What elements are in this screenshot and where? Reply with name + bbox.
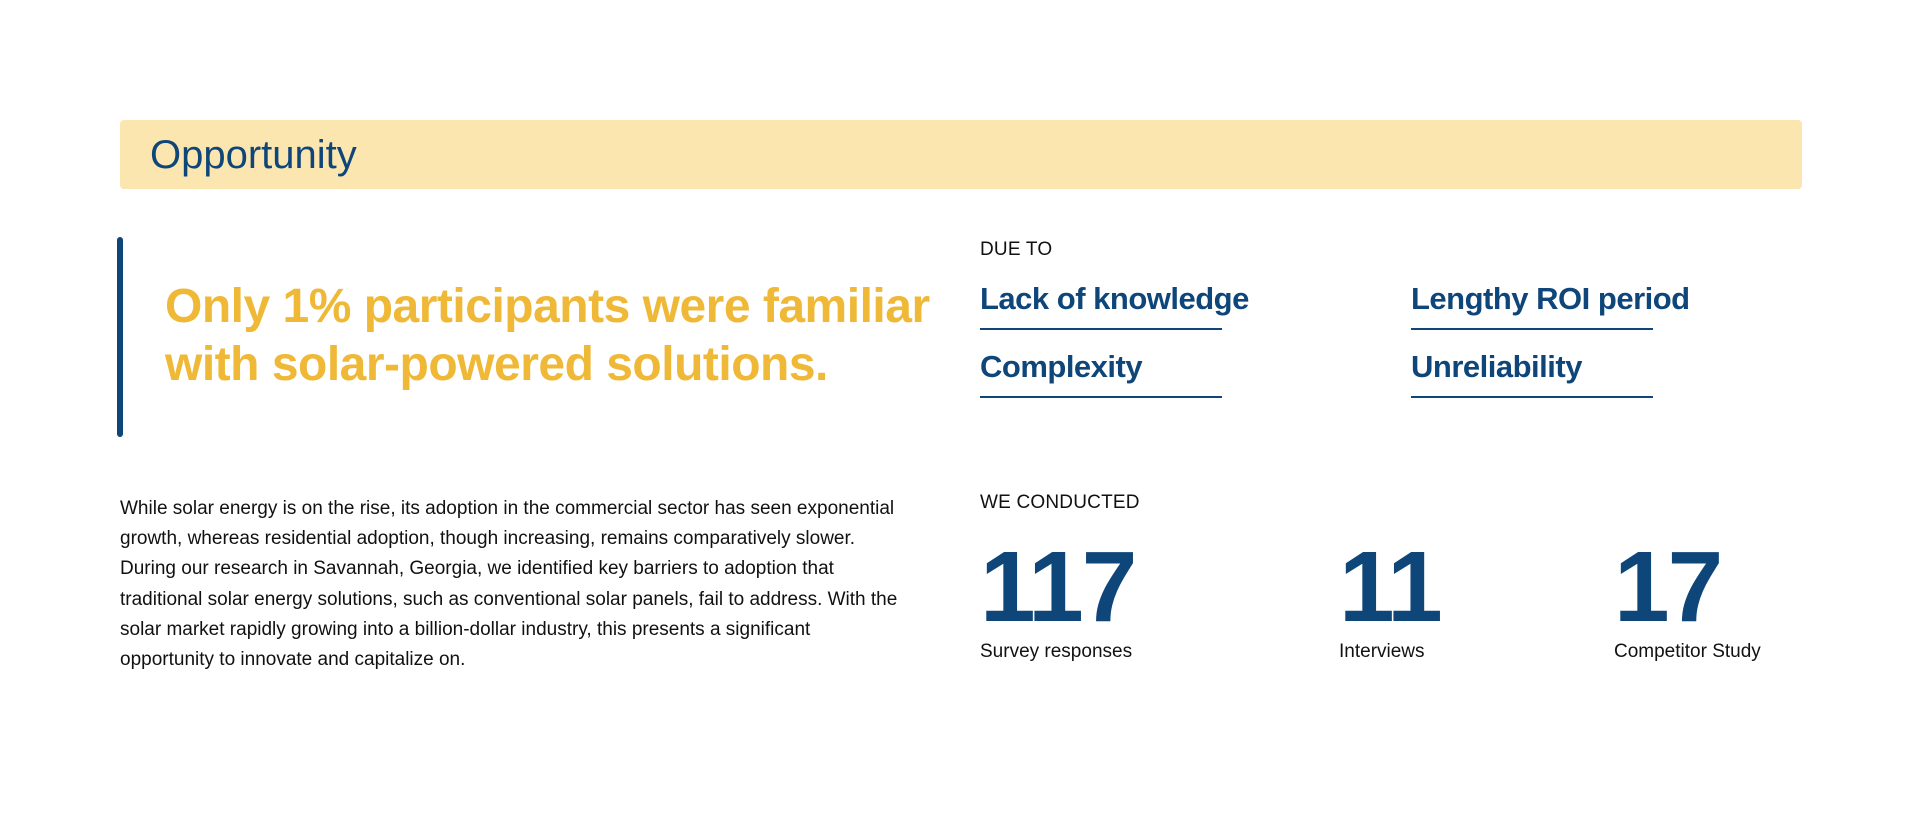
section-title: Opportunity: [150, 133, 357, 177]
stat-survey-responses: [980, 531, 1136, 664]
stat-competitor-study: [1614, 531, 1761, 664]
reason-complexity: [980, 346, 1222, 398]
stat-value: 11: [1339, 531, 1441, 643]
description-line: solar market rapidly growing into a billion-dollar industry, this presents a significant: [120, 618, 811, 640]
stat-value: 117: [980, 531, 1136, 643]
stat-label: Competitor Study: [1614, 641, 1761, 662]
reason-text: Complexity: [980, 349, 1143, 384]
description-line: traditional solar energy solutions, such as conventional solar panels, fail to address. With the: [120, 588, 898, 610]
description-line: During our research in Savannah, Georgia, we identified key barriers to adoption that: [120, 558, 834, 580]
reason-text: Unreliability: [1411, 349, 1582, 384]
highlight-statement: [165, 278, 945, 394]
reason-unreliability: [1411, 346, 1653, 398]
reason-text: Lack of knowledge: [980, 281, 1249, 316]
quote-accent-bar: [117, 237, 123, 437]
description-line: growth, whereas residential adoption, though increasing, remains comparatively slower.: [120, 528, 856, 550]
highlight-line: Only 1% participants were familiar: [165, 280, 930, 333]
highlight-line: with solar-powered solutions.: [165, 338, 828, 391]
description-line: opportunity to innovate and capitalize on.: [120, 649, 466, 671]
stat-label: Interviews: [1339, 641, 1425, 662]
section-banner: [120, 120, 1802, 189]
due-to-label: DUE TO: [980, 239, 1053, 260]
stat-label: Survey responses: [980, 641, 1133, 662]
stat-value: 17: [1614, 531, 1722, 643]
reason-text: Lengthy ROI period: [1411, 281, 1690, 316]
we-conducted-label: WE CONDUCTED: [980, 492, 1140, 513]
description-paragraph: [120, 494, 950, 675]
reason-lack-of-knowledge: [980, 278, 1249, 330]
stat-interviews: [1339, 531, 1441, 664]
description-line: While solar energy is on the rise, its adoption in the commercial sector has seen exponential: [120, 498, 895, 519]
reason-lengthy-roi-period: [1411, 278, 1690, 330]
